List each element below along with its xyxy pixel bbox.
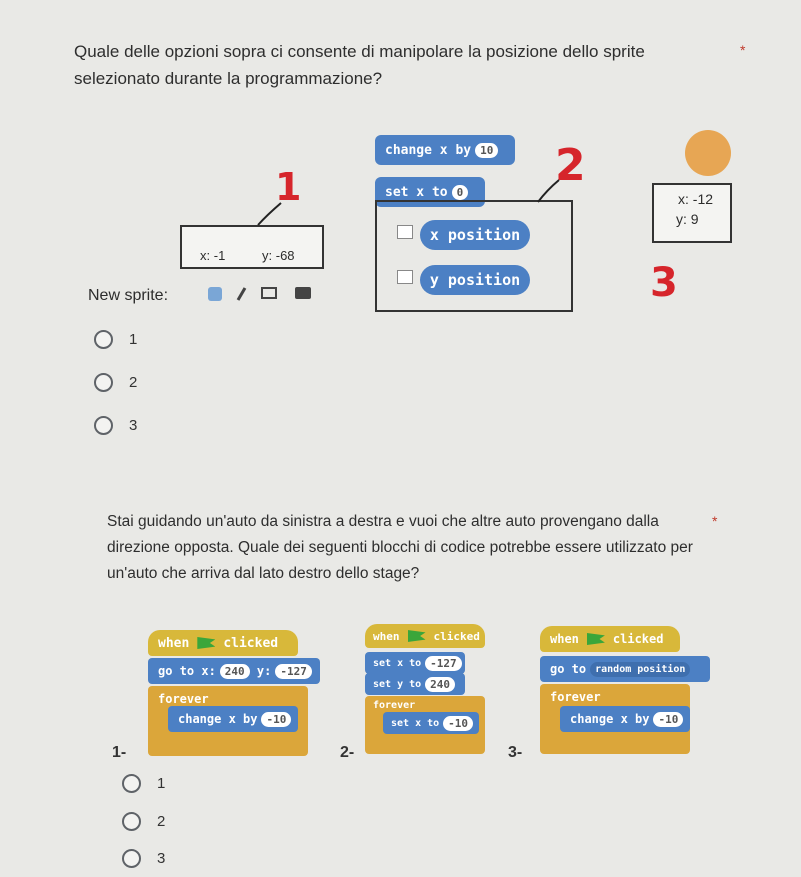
script2 bbox=[340, 610, 525, 761]
go-to-block: go to random position bbox=[540, 656, 710, 682]
pointer-line bbox=[255, 185, 285, 230]
radio-button[interactable] bbox=[122, 812, 141, 831]
script3 bbox=[508, 610, 720, 761]
q1-option-2[interactable]: 2 bbox=[94, 373, 137, 392]
figure1 bbox=[80, 160, 340, 310]
go-to-dropdown: random position bbox=[590, 662, 690, 677]
set-x-block: set x to 0 bbox=[375, 177, 485, 207]
when-flag-clicked-block: when clicked bbox=[148, 630, 298, 656]
upload-icon bbox=[261, 287, 277, 299]
when-flag-clicked-block: when clicked bbox=[540, 626, 680, 652]
figure2 bbox=[375, 135, 605, 315]
q2-option-2[interactable]: 2 bbox=[122, 812, 165, 831]
q1-option-3[interactable]: 3 bbox=[94, 416, 137, 435]
change-x-block: change x by 10 bbox=[375, 135, 515, 165]
set-x-block: set x to -127 bbox=[365, 652, 465, 674]
radio-button[interactable] bbox=[94, 416, 113, 435]
question2-text: Stai guidando un'auto da sinistra a destra e vuoi che altre auto provengano dalla direzione opposta. Quale dei seguenti blocchi di codice potrebbe essere utilizzato per un'auto che arriva dal lato destro dello stage? bbox=[107, 513, 693, 582]
camera-icon bbox=[295, 287, 311, 299]
green-flag-icon bbox=[408, 630, 426, 642]
cat-sprite-icon bbox=[685, 130, 731, 176]
brush-icon bbox=[237, 287, 247, 301]
script2-label: 2- bbox=[340, 744, 355, 761]
when-flag-clicked-block: when clicked bbox=[365, 624, 485, 648]
reporters-box bbox=[375, 200, 573, 312]
figure3 bbox=[640, 125, 740, 305]
q2-option-1[interactable]: 1 bbox=[122, 774, 165, 793]
forever-block: forever bbox=[540, 684, 690, 754]
x-position-checkbox bbox=[397, 225, 413, 239]
go-to-xy-block: go to x: 240 y: -127 bbox=[148, 658, 320, 684]
y-position-checkbox bbox=[397, 270, 413, 284]
script1-label: 1- bbox=[112, 744, 127, 761]
radio-button[interactable] bbox=[122, 774, 141, 793]
y-position-block: y position bbox=[420, 265, 530, 295]
figure1-number: 1 bbox=[275, 165, 302, 209]
question1-text: Quale delle opzioni sopra ci consente di manipolare la posizione dello sprite selezionato durante la programmazione? bbox=[74, 42, 645, 88]
script1 bbox=[112, 610, 340, 761]
script3-label: 3- bbox=[508, 744, 523, 761]
new-sprite-label: New sprite: bbox=[88, 287, 169, 304]
q2-option-3[interactable]: 3 bbox=[122, 849, 165, 868]
y-coord: y: -68 bbox=[262, 248, 295, 263]
change-x-block: change x by -10 bbox=[560, 706, 690, 732]
forever-block: forever bbox=[365, 696, 485, 754]
paint-icon bbox=[208, 287, 222, 301]
change-x-block: change x by -10 bbox=[168, 706, 298, 732]
y-coord: y: 9 bbox=[676, 211, 699, 227]
required-mark: * bbox=[712, 513, 718, 529]
radio-button[interactable] bbox=[94, 330, 113, 349]
set-x-block: set x to -10 bbox=[383, 712, 479, 734]
x-coord: x: -12 bbox=[678, 191, 714, 207]
figure2-number: 2 bbox=[555, 140, 586, 191]
green-flag-icon bbox=[587, 633, 605, 645]
required-mark: * bbox=[740, 42, 746, 58]
sprite-tool-icons bbox=[208, 287, 311, 301]
green-flag-icon bbox=[197, 637, 215, 649]
figure3-number: 3 bbox=[650, 260, 678, 306]
set-y-block: set y to 240 bbox=[365, 673, 465, 695]
pointer-line bbox=[535, 160, 565, 205]
radio-button[interactable] bbox=[122, 849, 141, 868]
x-coord: x: -1 bbox=[200, 248, 226, 263]
x-position-block: x position bbox=[420, 220, 530, 250]
q1-option-1[interactable]: 1 bbox=[94, 330, 137, 349]
radio-button[interactable] bbox=[94, 373, 113, 392]
forever-block: forever bbox=[148, 686, 308, 756]
